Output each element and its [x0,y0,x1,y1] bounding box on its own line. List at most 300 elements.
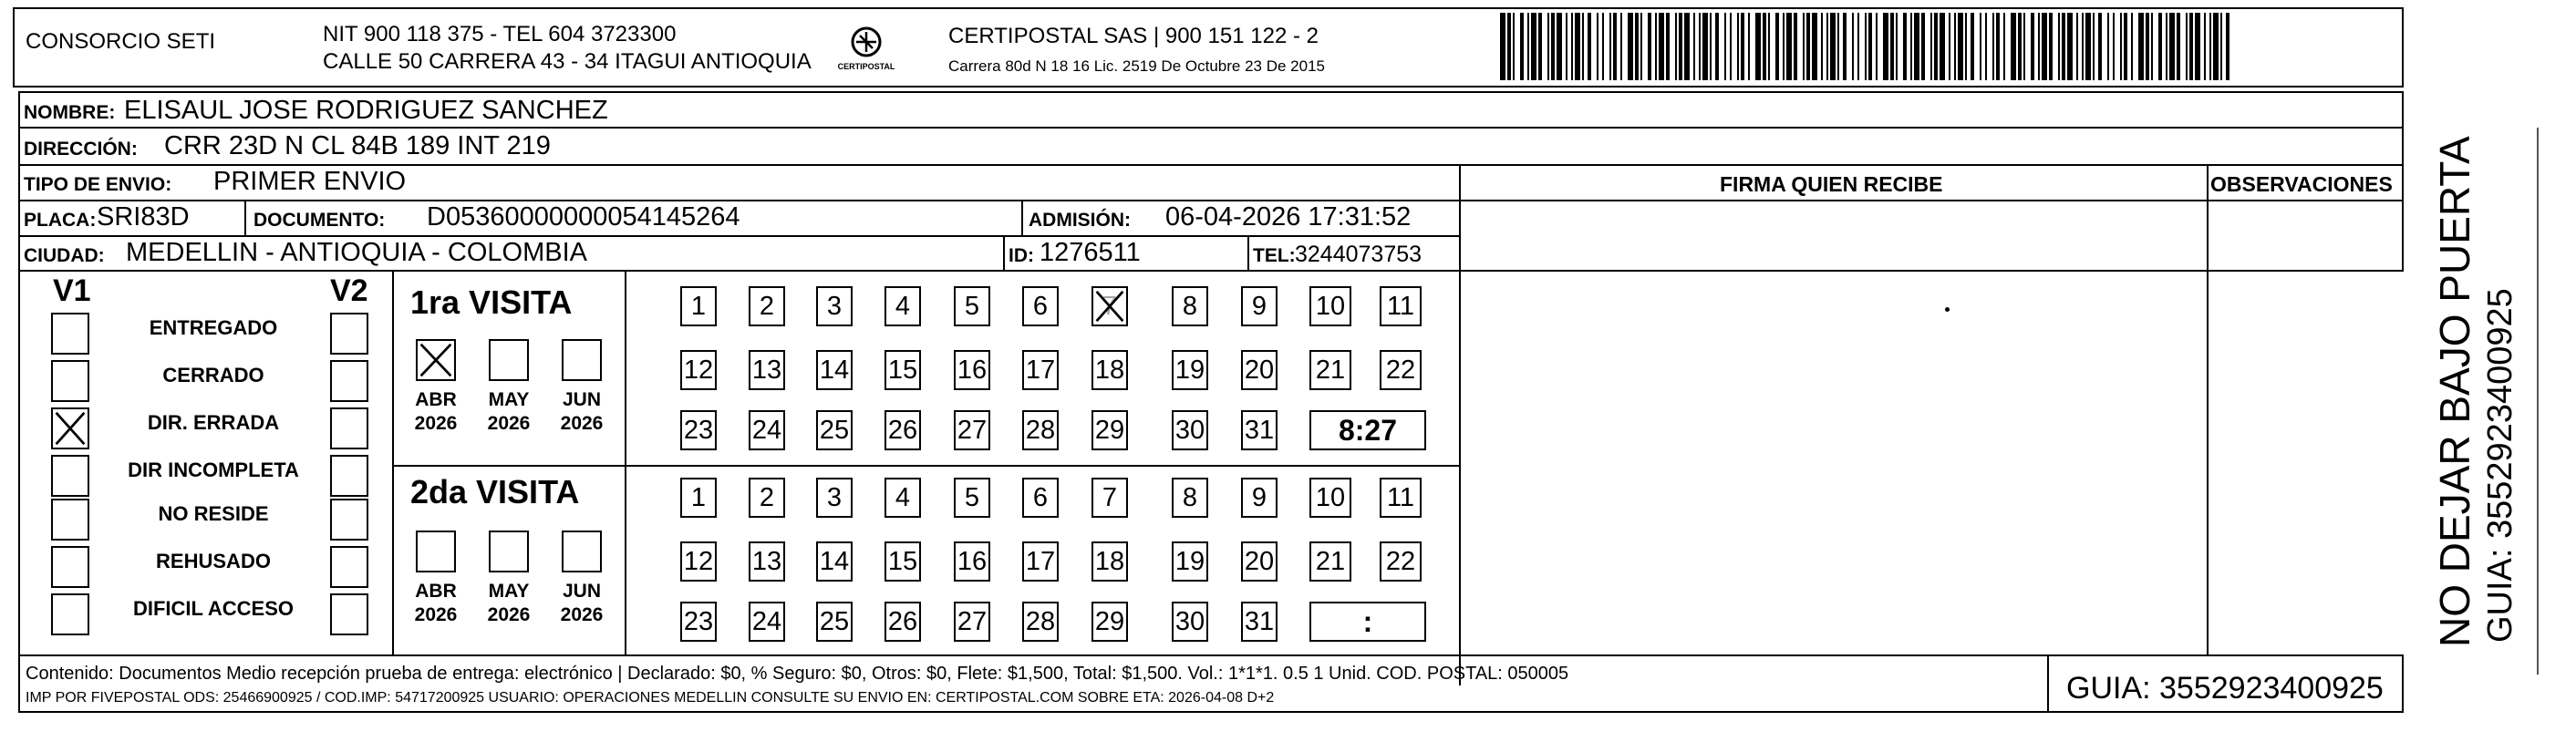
day-box[interactable] [1380,541,1422,582]
day-box[interactable] [954,350,990,390]
day-number: 1 [690,291,707,321]
day-number: 6 [1032,482,1049,512]
v2-label: V2 [330,273,368,308]
day-number: 15 [887,355,918,385]
day-box[interactable] [1022,286,1059,326]
day-number: 14 [819,355,850,385]
day-box[interactable] [954,478,990,518]
barcode-bar [1755,13,1761,80]
day-box[interactable] [1241,350,1278,390]
barcode-bar [2003,13,2005,80]
month-label [407,388,465,437]
day-number: 31 [1244,606,1275,636]
day-number: 9 [1251,482,1267,512]
barcode-bar [1507,13,1511,80]
day-box[interactable] [885,478,921,518]
v1-checkbox[interactable] [51,313,89,355]
day-box[interactable] [1241,602,1278,642]
address-line: CALLE 50 CARRERA 43 - 34 ITAGUI ANTIOQUIA [323,49,812,74]
day-box[interactable] [1241,286,1278,326]
day-box[interactable] [1172,478,1208,518]
documento-label: DOCUMENTO: [253,210,386,231]
barcode-bar [1857,13,1859,80]
barcode-bar [2213,13,2219,80]
day-number: 17 [1025,355,1056,385]
barcode-bar [1971,13,1974,80]
placa-label: PLACA: [24,210,97,231]
day-number: 14 [819,546,850,576]
barcode-bar [1803,13,1805,80]
barcode-bar [1775,13,1779,80]
day-number: 16 [957,355,988,385]
day-number: 19 [1174,546,1205,576]
barcode-bar [1896,13,1898,80]
barcode-bar [1666,13,1670,80]
status-option-label: REHUSADO [156,550,271,572]
barcode-bar [1865,13,1867,80]
month-checkbox[interactable] [416,531,456,572]
direccion-label: DIRECCIÓN: [24,139,138,160]
day-box[interactable] [816,602,853,642]
x-mark [53,409,88,448]
day-number: 29 [1094,415,1125,445]
barcode-bar [1710,13,1712,80]
day-box[interactable] [885,350,921,390]
barcode-bar [1648,13,1651,80]
day-number: 23 [683,606,714,636]
day-box[interactable] [749,286,785,326]
day-box[interactable] [1380,350,1422,390]
barcode-bar [1702,13,1708,80]
month-label [480,388,538,437]
barcode [1500,13,2231,80]
day-number: 9 [1251,291,1267,321]
barcode-bar [1821,13,1823,80]
footer-guia: GUIA: 3552923400925 [2066,671,2384,706]
day-box[interactable] [1022,478,1059,518]
day-box[interactable] [749,602,785,642]
day-number: 18 [1094,355,1125,385]
day-number: 10 [1315,482,1346,512]
day-box[interactable] [1091,602,1128,642]
day-box[interactable] [749,541,785,582]
day-box[interactable] [680,541,717,582]
day-number: 7 [1102,291,1118,321]
day-box[interactable] [954,410,990,450]
day-number: 26 [887,606,918,636]
barcode-bar [1826,13,1828,80]
barcode-bar [1786,13,1792,80]
month-year: 2026 [414,604,458,626]
day-box[interactable] [1091,410,1128,450]
nit-line: NIT 900 118 375 - TEL 604 3723300 [323,22,677,46]
tel-value: 3244073753 [1295,242,1422,267]
day-box[interactable] [1091,478,1128,518]
side-text [2426,119,2526,647]
barcode-bar [2098,13,2102,80]
month-name: MAY [488,389,530,410]
day-box[interactable] [680,602,717,642]
month-checkbox[interactable] [562,339,602,381]
barcode-bar [2204,13,2206,80]
barcode-bar [1597,13,1598,80]
ciudad-label: CIUDAD: [24,245,105,266]
barcode-bar [1513,13,1515,80]
barcode-bar [1794,13,1797,80]
barcode-bar [2011,13,2016,80]
time-box[interactable] [1309,602,1426,642]
day-box[interactable] [885,410,921,450]
nombre-value: ELISAUL JOSE RODRIGUEZ SANCHEZ [124,96,608,125]
right-edge-line [2537,128,2539,675]
day-number: 10 [1315,291,1346,321]
barcode-bar [1613,13,1617,80]
month-name: ABR [415,389,457,410]
day-box[interactable] [1022,602,1059,642]
signature-header: FIRMA QUIEN RECIBE [1720,172,1943,196]
barcode-bar [2166,13,2167,80]
day-box[interactable] [1022,541,1059,582]
barcode-bar [2195,13,2200,80]
day-number: 3 [826,291,843,321]
day-number: 1 [690,482,707,512]
documento-value: D05360000000054145264 [427,202,740,232]
tipo-value: PRIMER ENVIO [213,167,407,196]
v2-checkbox[interactable] [330,360,368,402]
barcode-bar [1996,13,2000,80]
barcode-bar [1748,13,1750,80]
month-label [480,580,538,628]
barcode-bar [1783,13,1785,80]
barcode-bar [1768,13,1770,80]
month-label [407,580,465,628]
barcode-bar [1830,13,1836,80]
status-option-label: CERRADO [162,364,264,386]
barcode-bar [2067,13,2073,80]
time-value: : [1362,604,1373,638]
month-year: 2026 [560,604,604,626]
day-number: 30 [1174,606,1205,636]
day-box[interactable] [680,350,717,390]
barcode-bar [1640,13,1642,80]
day-box[interactable] [1091,350,1128,390]
nombre-label: NOMBRE: [24,102,116,123]
day-number: 21 [1315,546,1346,576]
tel-label: TEL: [1253,245,1296,266]
v2-checkbox[interactable] [330,455,368,497]
month-year: 2026 [487,413,531,435]
v1-checkbox[interactable] [51,407,89,449]
barcode-bar [1575,13,1580,80]
day-box[interactable] [1241,541,1278,582]
day-box[interactable] [1022,410,1059,450]
day-box[interactable] [1241,410,1278,450]
day-box[interactable] [1091,541,1128,582]
id-value: 1276511 [1040,238,1141,267]
day-box[interactable] [1309,286,1351,326]
month-year: 2026 [414,413,458,435]
day-number: 28 [1025,606,1056,636]
barcode-bar [1890,13,1894,80]
month-checkbox[interactable] [416,339,456,381]
barcode-bar [2169,13,2175,80]
day-number: 20 [1244,546,1275,576]
placa-value: SRI83D [97,202,190,232]
barcode-bar [1980,13,1981,80]
day-number: 5 [964,291,980,321]
day-box[interactable] [1380,286,1422,326]
day-number: 26 [887,415,918,445]
v1-checkbox[interactable] [51,499,89,541]
month-checkbox[interactable] [562,531,602,572]
side-guia: GUIA: 3552923400925 [2481,288,2519,643]
barcode-bar [1852,13,1854,80]
certipostal-logo [830,24,903,80]
barcode-bar [1958,13,1963,80]
barcode-bar [1547,13,1549,80]
day-box[interactable] [885,286,921,326]
admision-value: 06-04-2026 17:31:52 [1165,202,1412,232]
v1-checkbox[interactable] [51,455,89,497]
id-label: ID: [1009,245,1034,266]
barcode-bar [1914,13,1919,80]
barcode-bar [1837,13,1839,80]
barcode-bar [2107,13,2109,80]
logo-text: CERTIPOSTAL [837,62,895,71]
day-number: 27 [957,606,988,636]
barcode-bar [2058,13,2060,80]
day-box[interactable] [1241,478,1278,518]
day-number: 25 [819,606,850,636]
side-warning: NO DEJAR BAJO PUERTA [2431,136,2478,647]
barcode-bar [1715,13,1719,80]
barcode-bar [1921,13,1925,80]
barcode-bar [1724,13,1726,80]
day-box[interactable] [1309,478,1351,518]
barcode-bar [2146,13,2149,80]
barcode-bar [2042,13,2047,80]
day-box[interactable] [1172,350,1208,390]
day-box[interactable] [1172,410,1208,450]
barcode-bar [1659,13,1664,80]
barcode-bar [2120,13,2122,80]
barcode-bar [2158,13,2162,80]
time-value: 8:27 [1338,413,1398,447]
barcode-bar [2062,13,2065,80]
day-box[interactable] [1091,286,1128,326]
barcode-bar [1693,13,1695,80]
day-box[interactable] [680,410,717,450]
barcode-bar [1763,13,1766,80]
barcode-bar [2189,13,2193,80]
day-box[interactable] [680,286,717,326]
barcode-bar [1500,13,1505,80]
barcode-bar [1883,13,1888,80]
day-number: 23 [683,415,714,445]
v2-checkbox[interactable] [330,546,368,588]
footer-imp: IMP POR FIVEPOSTAL ODS: 25466900925 / COD.IMP: 54717200925 USUARIO: OPERACIONES MEDELLIN CONSULTE SU ENVIO EN: CERTIPOSTAL.COM SOBRE ETA: 2026-04-08 D+2 [26,690,1275,706]
barcode-bar [1588,13,1591,80]
barcode-bar [1620,13,1622,80]
day-number: 24 [751,606,782,636]
barcode-bar [1992,13,1994,80]
barcode-bar [1812,13,1817,80]
barcode-bar [1876,13,1878,80]
day-number: 12 [683,546,714,576]
barcode-bar [2085,13,2091,80]
barcode-bar [1609,13,1611,80]
day-number: 31 [1244,415,1275,445]
status-option-label: NO RESIDE [158,502,269,525]
barcode-bar [1965,13,1967,80]
small-dot [1945,307,1950,312]
barcode-bar [1940,13,1945,80]
barcode-bar [1551,13,1555,80]
barcode-bar [2038,13,2040,80]
day-number: 2 [759,291,775,321]
barcode-bar [1985,13,1987,80]
visit1-title: 1ra VISITA [410,283,573,321]
barcode-bar [1903,13,1907,80]
barcode-bar [1527,13,1529,80]
month-name: JUN [562,581,601,602]
barcode-bar [1628,13,1633,80]
day-number: 13 [751,546,782,576]
day-box[interactable] [1022,350,1059,390]
day-number: 15 [887,546,918,576]
time-box[interactable] [1309,410,1426,450]
day-number: 3 [826,482,843,512]
barcode-bar [1655,13,1657,80]
v1-checkbox[interactable] [51,360,89,402]
month-year: 2026 [560,413,604,435]
barcode-bar [1934,13,1938,80]
day-box[interactable] [816,410,853,450]
day-number: 11 [1386,482,1415,512]
barcode-bar [1531,13,1536,80]
day-box[interactable] [1172,602,1208,642]
license-line: Carrera 80d N 18 16 Lic. 2519 De Octubre 23 De 2015 [948,57,1325,75]
day-number: 30 [1174,415,1205,445]
barcode-bar [1571,13,1573,80]
day-box[interactable] [816,286,853,326]
day-number: 5 [964,482,980,512]
barcode-bar [2049,13,2053,80]
day-number: 6 [1032,291,1049,321]
barcode-bar [1806,13,1810,80]
month-checkbox[interactable] [489,339,529,381]
barcode-bar [1602,13,1604,80]
v2-checkbox[interactable] [330,499,368,541]
day-box[interactable] [680,478,717,518]
day-box[interactable] [1309,350,1351,390]
barcode-bar [1675,13,1677,80]
barcode-bar [2131,13,2133,80]
footer-contenido: Contenido: Documentos Medio recepción prueba de entrega: electrónico | Declarado: $0, % Seguro: $0, Otros: $0, Flete: $1,500, Total: $1,500. Vol.: 1*1*1. 0.5 1 Unid. COD. POSTAL: 050005 [26,664,1569,684]
carrier-line: CERTIPOSTAL SAS | 900 151 122 - 2 [948,24,1319,48]
visit2-title: 2da VISITA [410,473,580,510]
barcode-bar [2082,13,2084,80]
barcode-bar [2151,13,2153,80]
barcode-bar [2076,13,2078,80]
barcode-bar [2209,13,2211,80]
day-box[interactable] [885,541,921,582]
barcode-bar [1699,13,1701,80]
day-box[interactable] [885,602,921,642]
day-box[interactable] [1380,478,1422,518]
barcode-bar [2124,13,2127,80]
barcode-bar [1843,13,1847,80]
day-box[interactable] [749,478,785,518]
day-number: 13 [751,355,782,385]
day-number: 20 [1244,355,1275,385]
day-number: 17 [1025,546,1056,576]
status-option-label: DIFICIL ACCESO [132,597,295,620]
day-number: 8 [1182,291,1198,321]
barcode-bar [2226,13,2229,80]
barcode-bar [1730,13,1732,80]
day-box[interactable] [749,350,785,390]
day-box[interactable] [954,602,990,642]
barcode-bar [1520,13,1524,80]
day-box[interactable] [749,410,785,450]
month-label [553,388,611,437]
x-mark [418,341,454,379]
month-name: MAY [488,581,530,602]
day-box[interactable] [1309,541,1351,582]
day-box[interactable] [816,350,853,390]
barcode-bar [1910,13,1912,80]
v2-checkbox[interactable] [330,313,368,355]
day-box[interactable] [954,286,990,326]
day-box[interactable] [954,541,990,582]
direccion-value: CRR 23D N CL 84B 189 INT 219 [164,131,551,160]
status-option-label: DIR. ERRADA [147,411,280,434]
day-box[interactable] [1172,541,1208,582]
day-number: 28 [1025,415,1056,445]
v2-checkbox[interactable] [330,407,368,449]
day-number: 27 [957,415,988,445]
day-box[interactable] [1172,286,1208,326]
barcode-bar [2220,13,2222,80]
day-number: 7 [1102,482,1118,512]
x-mark [1093,288,1126,325]
day-number: 4 [895,291,911,321]
barcode-bar [2113,13,2115,80]
v1-checkbox[interactable] [51,546,89,588]
barcode-bar [1679,13,1682,80]
barcode-bar [1737,13,1739,80]
barcode-bar [1566,13,1567,80]
day-box[interactable] [816,541,853,582]
day-number: 2 [759,482,775,512]
day-number: 4 [895,482,911,512]
barcode-bar [1684,13,1690,80]
barcode-bar [2018,13,2022,80]
barcode-bar [2093,13,2095,80]
tipo-label: TIPO DE ENVIO: [24,174,172,195]
month-checkbox[interactable] [489,531,529,572]
barcode-bar [2186,13,2188,80]
v2-checkbox[interactable] [330,593,368,635]
barcode-bar [1582,13,1584,80]
day-number: 12 [683,355,714,385]
month-name: ABR [415,581,457,602]
day-box[interactable] [816,478,853,518]
day-number: 11 [1386,291,1415,321]
barcode-bar [1868,13,1872,80]
v1-checkbox[interactable] [51,593,89,635]
